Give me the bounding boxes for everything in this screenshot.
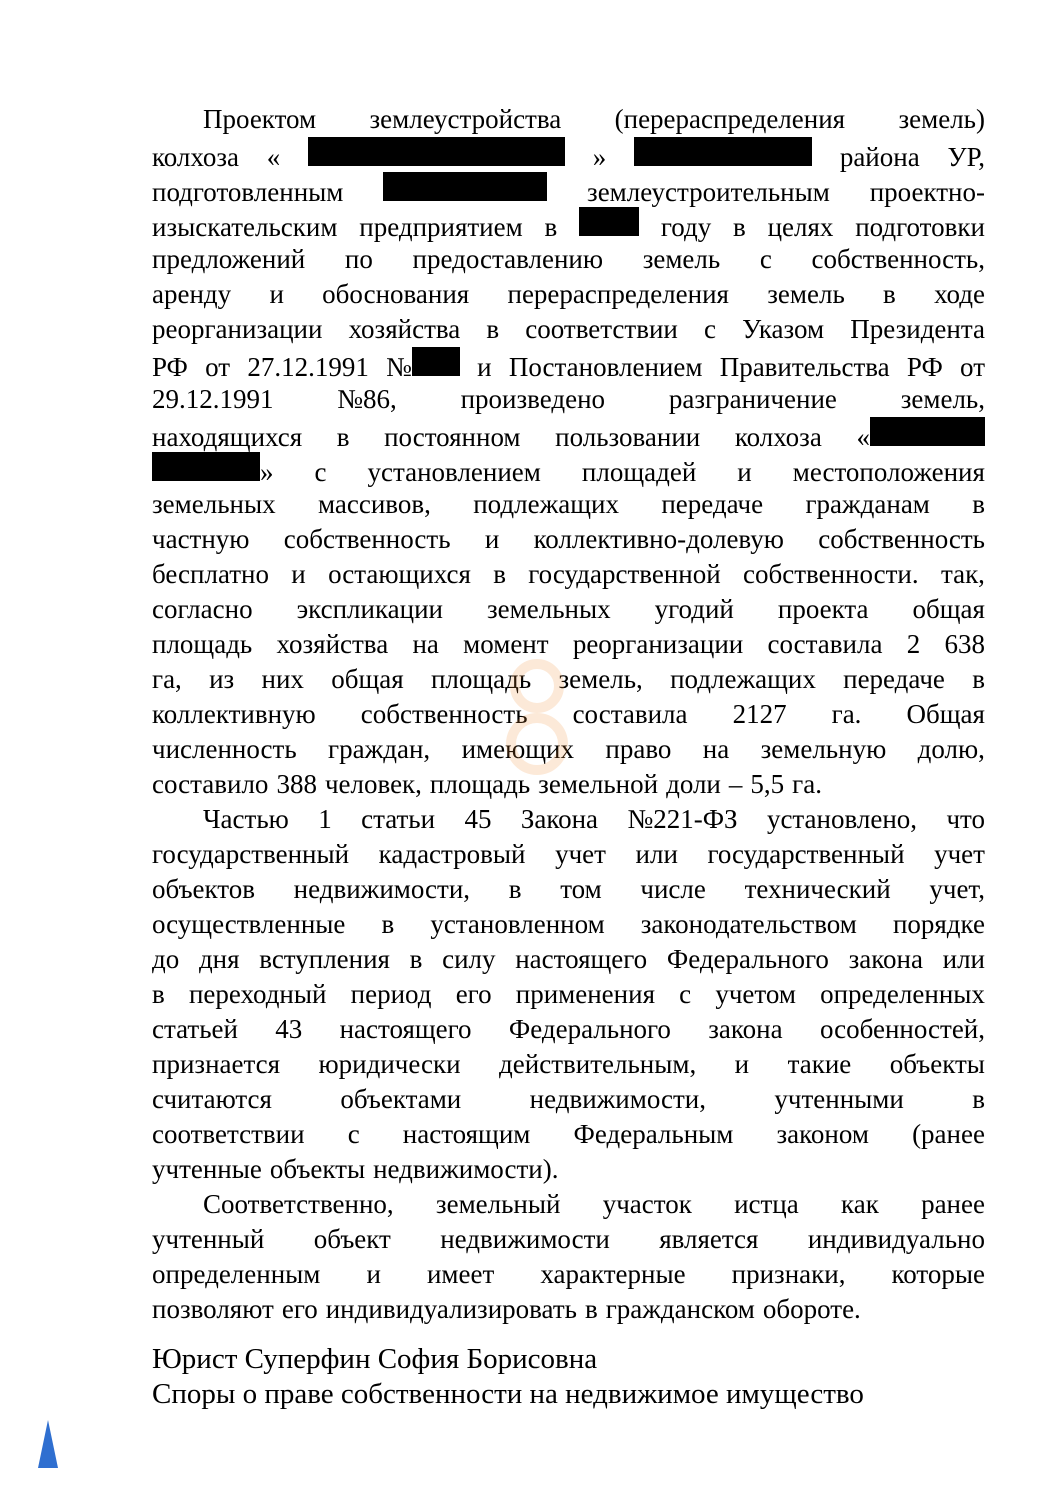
word: учет: [934, 839, 985, 869]
word: 388: [276, 769, 317, 799]
word: в: [584, 1294, 598, 1324]
word: –: [728, 769, 743, 799]
word: так,: [940, 559, 985, 589]
text-line: [152, 102, 985, 137]
word: объекты: [889, 1049, 985, 1079]
word: составила: [572, 699, 688, 729]
redacted-block: [870, 417, 985, 446]
word: с: [759, 244, 772, 274]
word: №86,: [337, 384, 397, 414]
word: определенных: [820, 979, 985, 1009]
word: собственность: [360, 699, 528, 729]
word: имеющих: [461, 734, 574, 764]
word: (ранее: [912, 1119, 985, 1149]
word: коллективно-долевую: [533, 524, 784, 554]
word: до: [152, 944, 180, 974]
word: реорганизации: [572, 629, 744, 659]
word: его: [281, 1294, 318, 1324]
word: особенностей,: [819, 1014, 985, 1044]
word: пользовании: [555, 422, 701, 452]
word: индивидуализировать: [325, 1294, 577, 1324]
word: коллективную: [152, 699, 316, 729]
word: считаются: [152, 1084, 272, 1114]
word: частную: [152, 524, 250, 554]
word: земельную: [760, 734, 887, 764]
word: »: [592, 142, 607, 172]
word: 45: [464, 804, 492, 834]
word: и: [734, 1049, 750, 1079]
text-line: [152, 452, 985, 487]
word: землеустройства: [369, 104, 562, 134]
word: аренду: [152, 279, 232, 309]
word: в: [336, 422, 350, 452]
word: порядке: [892, 909, 985, 939]
word: земельных: [487, 594, 611, 624]
word: государственной: [528, 559, 721, 589]
word: в: [733, 212, 746, 242]
word: местоположения: [792, 457, 985, 487]
word: ранее: [921, 1189, 985, 1219]
word: изыскательским: [152, 212, 338, 242]
word: Президента: [850, 314, 985, 344]
bookmark-icon[interactable]: [38, 1420, 58, 1468]
word: установлением: [367, 457, 541, 487]
word: остающихся: [328, 559, 471, 589]
word: признается: [152, 1049, 281, 1079]
word: собственность,: [811, 244, 985, 274]
word: согласно: [152, 594, 253, 624]
word: численность: [152, 734, 297, 764]
word: объекты: [269, 1154, 366, 1184]
word: из: [209, 664, 235, 694]
word: проекта: [777, 594, 869, 624]
word: году: [660, 212, 712, 242]
word: площадь: [429, 769, 531, 799]
word: с: [679, 979, 692, 1009]
word: гражданам: [805, 489, 930, 519]
word: технический: [744, 874, 891, 904]
text-line: [152, 872, 985, 907]
word: недвижимости).: [373, 1154, 559, 1184]
word: от: [960, 352, 985, 382]
word: га.: [831, 699, 862, 729]
word: реорганизации: [152, 314, 323, 344]
word: закона: [708, 1014, 783, 1044]
word: РФ: [906, 352, 943, 382]
word: собственность: [283, 524, 451, 554]
word: переходный: [188, 979, 327, 1009]
word: признаки,: [731, 1259, 846, 1289]
text-line: [152, 1257, 985, 1292]
word: период: [350, 979, 432, 1009]
word: постоянном: [384, 422, 521, 452]
word: Закона: [520, 804, 599, 834]
word: перераспределения: [507, 279, 729, 309]
word: №: [386, 347, 460, 385]
word: массивов,: [317, 489, 431, 519]
word: хозяйства: [276, 629, 389, 659]
text-line: [152, 347, 985, 382]
word: предложений: [152, 244, 306, 274]
word: земельных: [152, 489, 276, 519]
word: земель): [898, 104, 985, 134]
word: »: [152, 452, 274, 490]
word: настоящим: [402, 1119, 531, 1149]
word: целях: [767, 212, 834, 242]
text-line: [152, 312, 985, 347]
text-line: [152, 1152, 985, 1187]
word: государственный: [707, 839, 905, 869]
word: экспликации: [296, 594, 444, 624]
word: установленном: [430, 909, 605, 939]
word: объектов: [152, 874, 255, 904]
word: (перераспределения: [614, 104, 846, 134]
word: индивидуально: [807, 1224, 985, 1254]
word: и: [269, 279, 284, 309]
word: с: [347, 1119, 360, 1149]
word: момент: [463, 629, 549, 659]
word: дня: [198, 944, 240, 974]
word: 1: [318, 804, 332, 834]
word: в: [883, 279, 896, 309]
word: предприятием: [359, 212, 523, 242]
redacted-block: [634, 137, 812, 166]
word: позволяют: [152, 1294, 274, 1324]
text-line: [152, 977, 985, 1012]
word: истца: [734, 1189, 799, 1219]
word: числе: [640, 874, 706, 904]
word: [383, 172, 547, 201]
word: Федерального: [508, 1014, 671, 1044]
word: собственности.: [743, 559, 919, 589]
text-line: [152, 277, 985, 312]
word: Проектом: [203, 104, 317, 134]
word: разграничение: [668, 384, 837, 414]
word: или: [942, 944, 985, 974]
word: осуществленные: [152, 909, 346, 939]
word: в: [508, 874, 522, 904]
word: га,: [152, 664, 182, 694]
word: на: [412, 629, 439, 659]
text-line: [152, 837, 985, 872]
word: Общая: [906, 699, 985, 729]
word: земельной: [538, 769, 659, 799]
word: закона: [848, 944, 923, 974]
author-name: Юрист Суперфин София Борисовна: [152, 1343, 598, 1375]
redacted-block: [152, 452, 260, 481]
word: или: [635, 839, 678, 869]
text-line: [152, 1117, 985, 1152]
word: ходе: [934, 279, 985, 309]
word: 27.12.1991: [247, 352, 369, 382]
word: угодий: [654, 594, 734, 624]
word: соответствии: [152, 1119, 305, 1149]
word: передаче: [843, 664, 945, 694]
word: 2127: [732, 699, 787, 729]
word: подготовки: [855, 212, 985, 242]
text-line: [152, 1012, 985, 1047]
word: в: [486, 314, 500, 344]
word: 5,5: [750, 769, 785, 799]
word: по: [344, 244, 373, 274]
word: вступления: [259, 944, 390, 974]
word: общая: [331, 664, 404, 694]
word: [634, 137, 812, 166]
word: обоснования: [322, 279, 470, 309]
text-line: [152, 1082, 985, 1117]
word: землеустроительным: [587, 177, 830, 207]
text-line: [152, 1047, 985, 1082]
word: что: [946, 804, 985, 834]
word: и: [366, 1259, 381, 1289]
word: настоящего: [515, 944, 648, 974]
word: га.: [792, 769, 822, 799]
word: право: [605, 734, 672, 764]
word: законом: [776, 1119, 869, 1149]
word: граждан,: [328, 734, 431, 764]
text-line: [152, 592, 985, 627]
text-line: [152, 137, 985, 172]
word: площадь: [430, 664, 532, 694]
word: УР,: [947, 142, 985, 172]
text-line: [152, 1292, 985, 1327]
word: площадей: [581, 457, 697, 487]
word: долю,: [917, 734, 985, 764]
word: и: [484, 524, 500, 554]
word: Федеральным: [573, 1119, 734, 1149]
word: силу: [442, 944, 496, 974]
word: Постановлением: [508, 352, 703, 382]
word: Правительства: [719, 352, 890, 382]
word: в: [972, 1084, 985, 1114]
word: Указом: [742, 314, 825, 344]
word: хозяйства: [348, 314, 461, 344]
word: недвижимости,: [529, 1084, 706, 1114]
word: государственный: [152, 839, 350, 869]
text-line: [152, 207, 985, 242]
word: 638: [944, 629, 985, 659]
word: собственность: [818, 524, 985, 554]
text-line: [152, 382, 985, 417]
word: настоящего: [339, 1014, 472, 1044]
word: подлежащих: [670, 664, 816, 694]
text-line: [152, 172, 985, 207]
word: в: [544, 212, 558, 242]
word: учетом: [715, 979, 796, 1009]
word: как: [841, 1189, 879, 1219]
word: учет,: [929, 874, 985, 904]
word: земель: [642, 244, 721, 274]
word: объектами: [340, 1084, 462, 1114]
word: [308, 137, 565, 166]
word: статьей: [152, 1014, 238, 1044]
word: земель,: [900, 384, 985, 414]
word: гражданском: [605, 1294, 755, 1324]
word: действительным,: [499, 1049, 697, 1079]
word: земель,: [558, 664, 643, 694]
word: колхоза: [734, 422, 822, 452]
word: общая: [912, 594, 985, 624]
word: №221-ФЗ: [627, 804, 738, 834]
document-topic: Споры о праве собственности на недвижимое имущество: [152, 1378, 864, 1410]
word: которые: [891, 1259, 985, 1289]
word: учтенными: [774, 1084, 904, 1114]
watermark-logo-icon: [502, 652, 572, 782]
text-line: [152, 1222, 985, 1257]
word: учет: [555, 839, 606, 869]
word: них: [261, 664, 304, 694]
word: земельный: [435, 1189, 561, 1219]
word: составило: [152, 769, 269, 799]
redacted-block: [383, 172, 547, 201]
word: применения: [515, 979, 655, 1009]
word: с: [703, 314, 716, 344]
word: недвижимости: [440, 1224, 610, 1254]
word: юридически: [318, 1049, 461, 1079]
word: имеет: [426, 1259, 495, 1289]
word: Федерального: [666, 944, 829, 974]
text-line: [152, 522, 985, 557]
word: и: [737, 457, 752, 487]
word: законодательством: [640, 909, 857, 939]
word: установлено,: [766, 804, 918, 834]
word: предоставлению: [412, 244, 604, 274]
word: Соответственно,: [203, 1189, 394, 1219]
text-line: [152, 242, 985, 277]
redacted-block: [308, 137, 565, 166]
text-line: [152, 907, 985, 942]
word: в: [381, 909, 395, 939]
word: в: [493, 559, 506, 589]
word: доли: [666, 769, 721, 799]
word: земель: [767, 279, 845, 309]
word: произведено: [460, 384, 606, 414]
word: в: [972, 489, 985, 519]
word: такие: [787, 1049, 852, 1079]
word: недвижимости,: [293, 874, 471, 904]
word: кадастровый: [378, 839, 526, 869]
word: статьи: [361, 804, 436, 834]
word: подготовленным: [152, 177, 344, 207]
word: подлежащих: [473, 489, 619, 519]
word: РФ: [152, 352, 188, 382]
word: с: [314, 457, 327, 487]
redacted-block: [579, 207, 639, 236]
text-line: [152, 802, 985, 837]
word: том: [560, 874, 602, 904]
word: на: [702, 734, 730, 764]
text-line: [152, 487, 985, 522]
text-line: [152, 557, 985, 592]
word: [579, 207, 639, 236]
word: в: [972, 664, 985, 694]
word: района: [839, 142, 920, 172]
text-line: [152, 417, 985, 452]
word: учтенные: [152, 1154, 262, 1184]
word: в: [409, 944, 423, 974]
redacted-block: [412, 347, 460, 376]
word: соответствии: [525, 314, 678, 344]
word: от: [205, 352, 231, 382]
word: и: [291, 559, 306, 589]
word: находящихся: [152, 422, 303, 452]
word: «: [856, 417, 985, 455]
word: площадь: [152, 629, 253, 659]
word: обороте.: [762, 1294, 861, 1324]
word: Частью: [203, 804, 289, 834]
word: его: [455, 979, 492, 1009]
word: является: [659, 1224, 759, 1254]
word: человек,: [324, 769, 422, 799]
word: в: [152, 979, 165, 1009]
word: характерные: [540, 1259, 686, 1289]
word: 43: [275, 1014, 303, 1044]
word: колхоза: [152, 142, 239, 172]
word: участок: [602, 1189, 692, 1219]
word: передаче: [661, 489, 764, 519]
word: «: [266, 142, 281, 172]
word: 2: [906, 629, 921, 659]
word: проектно-: [869, 177, 985, 207]
word: и: [477, 352, 492, 382]
word: объект: [313, 1224, 391, 1254]
word: определенным: [152, 1259, 321, 1289]
word: составила: [767, 629, 883, 659]
word: бесплатно: [152, 559, 269, 589]
word: 29.12.1991: [152, 384, 274, 414]
word: учтенный: [152, 1224, 265, 1254]
text-line: [152, 1187, 985, 1222]
text-line: [152, 942, 985, 977]
